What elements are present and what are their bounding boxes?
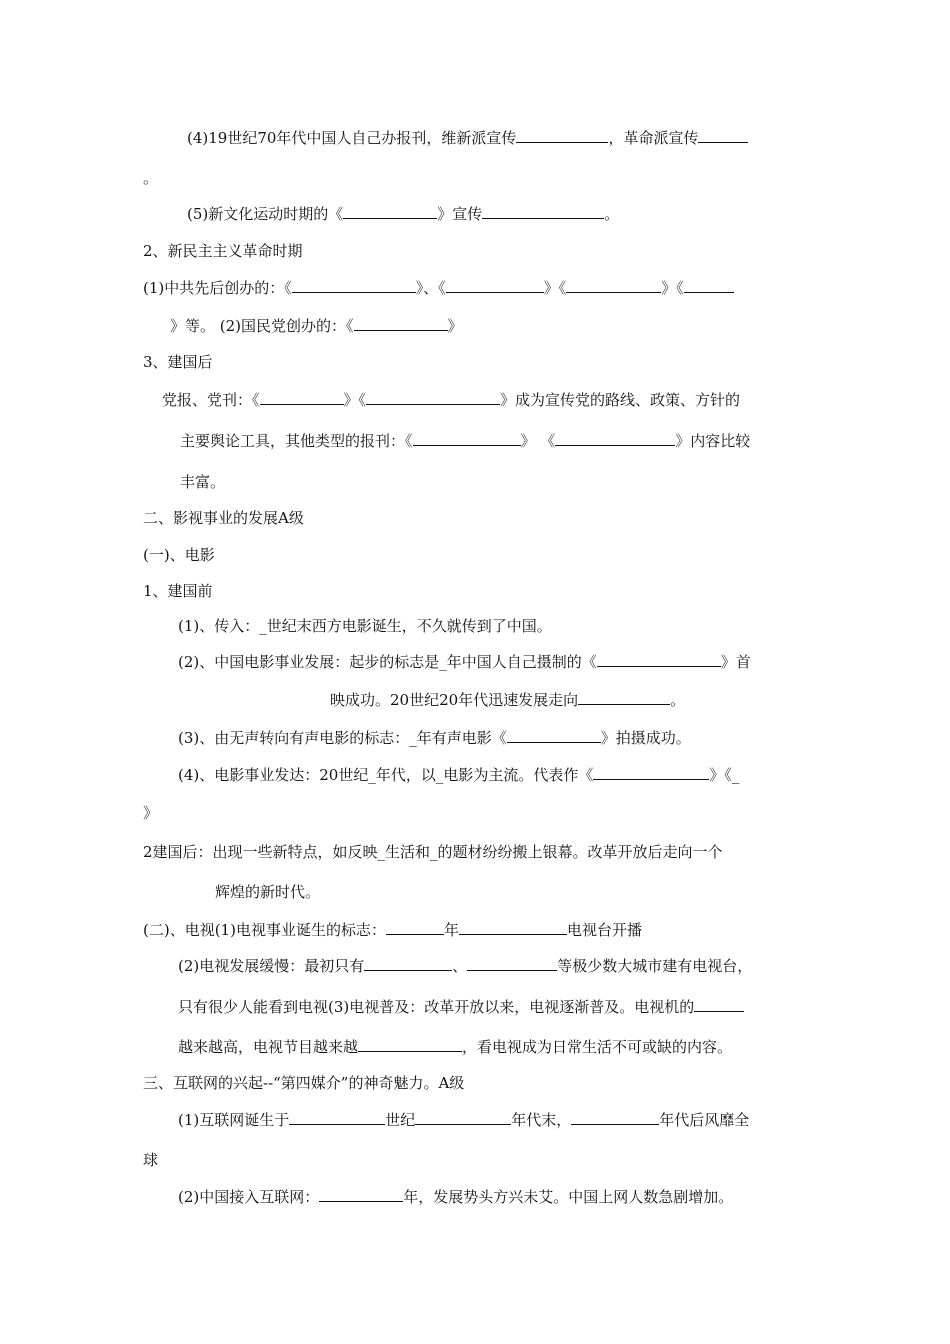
text: 丰富。 [180, 473, 226, 491]
line-new-culture [187, 204, 619, 224]
blank[interactable] [555, 431, 675, 446]
text: ，看电视成为日常生活不可或缺的内容。 [462, 1038, 733, 1056]
text: 电视台开播 [566, 921, 642, 939]
text: (1)互联网诞生于 [178, 1111, 290, 1129]
text: 年代末， [511, 1111, 572, 1129]
text: (4)、电影事业发达：20世纪_年代，以_电影为主流。代表作《 [178, 766, 594, 784]
text: 》 《 [520, 432, 556, 450]
text: 》《 [543, 279, 567, 297]
text: 等极少数大城市建有电视台， [557, 957, 753, 975]
blank[interactable] [289, 1110, 385, 1125]
blank[interactable] [446, 278, 544, 293]
blank[interactable] [319, 1187, 403, 1202]
text: 只有很少人能看到电视(3)电视普及：改革开放以来，电视逐渐普及。电视机的 [178, 998, 695, 1016]
text: (二)、电视(1)电视事业诞生的标志： [143, 921, 386, 939]
line-tv-programs [178, 1037, 732, 1057]
text: 年代后风靡全 [659, 1111, 750, 1129]
text: 》拍摄成功。 [600, 729, 691, 747]
line-closing-bracket [143, 803, 158, 823]
blank[interactable] [292, 278, 416, 293]
line-sound-film [178, 728, 691, 748]
text: 。 [143, 169, 159, 187]
blank[interactable] [507, 728, 601, 743]
text: 。 [670, 691, 686, 709]
text: 》《_ [709, 766, 740, 784]
line-tv-birth [143, 920, 642, 940]
blank[interactable] [415, 1110, 511, 1125]
text: 。 [604, 205, 620, 223]
blank[interactable] [597, 652, 721, 667]
blank[interactable] [364, 956, 452, 971]
heading-internet [143, 1073, 464, 1093]
blank[interactable] [694, 997, 744, 1012]
text: 》《 [661, 279, 684, 297]
text: (2)电视发展缓慢：最初只有 [178, 957, 365, 975]
line-after-founding-film [143, 842, 723, 862]
text: 越来越高，电视节目越来越 [178, 1038, 359, 1056]
heading-film [143, 545, 215, 565]
text: 年 [443, 921, 459, 939]
line-ccp-publications [143, 278, 734, 298]
text: 1、建国前 [143, 582, 213, 600]
text: 年，发展势头方兴未艾。中国上网人数急剧增加。 [403, 1188, 734, 1206]
blank[interactable] [386, 920, 444, 935]
blank[interactable] [698, 128, 748, 143]
heading-before-founding [143, 581, 213, 601]
text: 》等。 (2)国民党创办的：《 [170, 317, 354, 335]
line-internet-birth [178, 1110, 749, 1130]
text: 2建国后：出现一些新特点，如反映_生活和_的题材纷纷搬上银幕。改革开放后走向一个 [143, 843, 723, 861]
text: 映成功。20世纪20年代迅速发展走向 [330, 691, 579, 709]
line-film-1920s [330, 690, 685, 710]
heading-film-tv [143, 508, 304, 528]
line-china-internet [178, 1187, 733, 1207]
text: (3)、由无声转向有声电影的标志：_年有声电影《 [178, 729, 507, 747]
line-other-press [180, 431, 750, 451]
line-film-intro [178, 616, 552, 636]
blank[interactable] [343, 204, 437, 219]
blank[interactable] [260, 390, 344, 405]
blank[interactable] [516, 128, 608, 143]
text: (5)新文化运动时期的《 [187, 205, 344, 223]
heading-new-democratic [143, 241, 303, 261]
blank[interactable] [413, 431, 521, 446]
text: 3、建国后 [143, 353, 213, 371]
line-film-development [178, 652, 751, 672]
text: 》宣传 [437, 205, 483, 223]
blank[interactable] [459, 920, 567, 935]
line-party-press [162, 390, 740, 410]
line-kmt-publications [170, 316, 463, 336]
text: 辉煌的新时代。 [215, 883, 321, 901]
text: 》首 [720, 653, 751, 671]
blank[interactable] [566, 278, 661, 293]
blank[interactable] [354, 316, 448, 331]
text: (4)19世纪70年代中国人自己办报刊，维新派宣传 [187, 129, 517, 147]
text: (1)、传入：_世纪末西方电影诞生，不久就传到了中国。 [178, 617, 552, 635]
text: 》 [447, 317, 463, 335]
text: 》内容比较 [675, 432, 751, 450]
heading-after-founding [143, 352, 213, 372]
blank[interactable] [593, 765, 709, 780]
text: ，革命派宣传 [608, 129, 699, 147]
text: 球 [143, 1151, 159, 1169]
text: 》《 [343, 391, 367, 409]
line-tv-slow [178, 956, 752, 976]
text: 2、新民主主义革命时期 [143, 242, 303, 260]
blank[interactable] [578, 690, 670, 705]
text: 主要舆论工具，其他类型的报刊：《 [180, 432, 413, 450]
text: 党报、党刊：《 [162, 391, 260, 409]
blank[interactable] [571, 1110, 659, 1125]
text: (2)、中国电影事业发展：起步的标志是_年中国人自己摄制的《 [178, 653, 597, 671]
blank[interactable] [467, 956, 557, 971]
blank[interactable] [366, 390, 500, 405]
text: (1)中共先后创办的：《 [143, 279, 292, 297]
text: 》、《 [415, 279, 446, 297]
text: (2)中国接入互联网： [178, 1188, 320, 1206]
blank[interactable] [684, 278, 734, 293]
line-period [143, 168, 158, 188]
text: 三、互联网的兴起--“第四媒介”的神奇魅力。A级 [143, 1074, 465, 1092]
blank[interactable] [358, 1037, 462, 1052]
line-tv-popular [178, 997, 744, 1017]
line-globe [143, 1150, 158, 1170]
line-film-flourish [178, 765, 739, 785]
text: 》成为宣传党的路线、政策、方针的 [500, 391, 741, 409]
line-new-era [215, 882, 320, 902]
text: (一)、电影 [143, 546, 215, 564]
line-newspapers-1870s [187, 128, 748, 148]
text: 二、影视事业的发展A级 [143, 509, 304, 527]
text: 》 [143, 804, 159, 822]
text: 世纪 [385, 1111, 416, 1129]
text: 、 [452, 957, 468, 975]
blank[interactable] [482, 204, 604, 219]
line-rich [180, 472, 225, 492]
